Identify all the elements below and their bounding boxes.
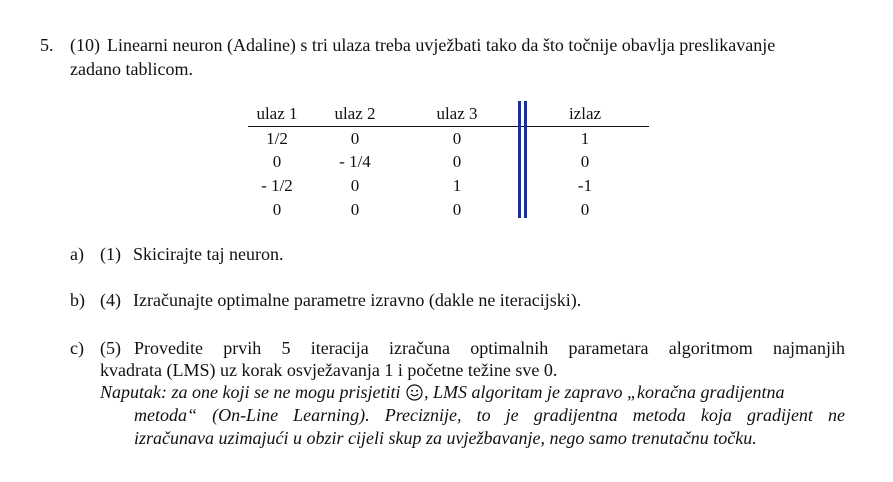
problem-number: 5. [40,35,54,55]
part-c-line2: kvadrata (LMS) uz korak osvježavanja 1 i početne težine sve 0. [100,360,558,380]
problem-statement-line2: zadano tablicom. [70,59,193,79]
part-c-points: (5) [100,338,121,358]
table-cell: - 1/4 [339,152,371,171]
part-c-hint-line1 [100,382,784,403]
table-cell: -1 [577,176,593,195]
part-b-text: Izračunajte optimalne parametre izravno (dakle ne iteracijski). [133,290,582,310]
table-header: ulaz 3 [436,104,478,123]
table-cell: 0 [452,200,462,219]
table-cell: 0 [452,152,462,171]
table-cell: 0 [580,152,590,171]
hint-text-start: Naputak: za one koji se ne mogu prisjetiti [100,382,401,402]
part-c-label: c) [70,338,84,358]
table-header: izlaz [568,104,602,123]
table-header: ulaz 2 [334,104,376,123]
table-header-rule [248,126,649,127]
smiley-icon [406,384,423,401]
table-cell: 0 [272,200,282,219]
table-header: ulaz 1 [256,104,298,123]
part-c-hint-line2: metoda“ (On-Line Learning). Preciznije, to je gradijentna metoda koja gradijent ne [134,405,845,425]
part-c-hint-line3: izračunava uzimajući u obzir cijeli skup za uvježbavanje, nego samo trenutačnu točku. [134,428,757,448]
table-cell: 0 [452,129,462,148]
table-cell: 1 [580,129,590,148]
part-a-points: (1) [100,244,121,264]
table-divider-bar [518,101,521,218]
table-cell: 1/2 [266,129,288,148]
part-a-label: a) [70,244,84,264]
part-c-line1: Provedite prvih 5 iteracija izračuna optimalnih parametara algoritmom najmanjih [134,338,845,358]
part-b-label: b) [70,290,85,310]
part-a-text: Skicirajte taj neuron. [133,244,284,264]
table-cell: 0 [350,129,360,148]
table-cell: 0 [272,152,282,171]
table-cell: 1 [452,176,462,195]
table-divider-bar [524,101,527,218]
table-cell: 0 [350,176,360,195]
hint-text-end: , LMS algoritam je zapravo „koračna gradijentna [423,382,785,402]
table-cell: 0 [580,200,590,219]
problem-points: (10) [70,35,100,55]
part-b-points: (4) [100,290,121,310]
table-cell: - 1/2 [261,176,293,195]
table-cell: 0 [350,200,360,219]
problem-statement-line1: Linearni neuron (Adaline) s tri ulaza treba uvježbati tako da što točnije obavlja preslikavanje [107,35,776,55]
